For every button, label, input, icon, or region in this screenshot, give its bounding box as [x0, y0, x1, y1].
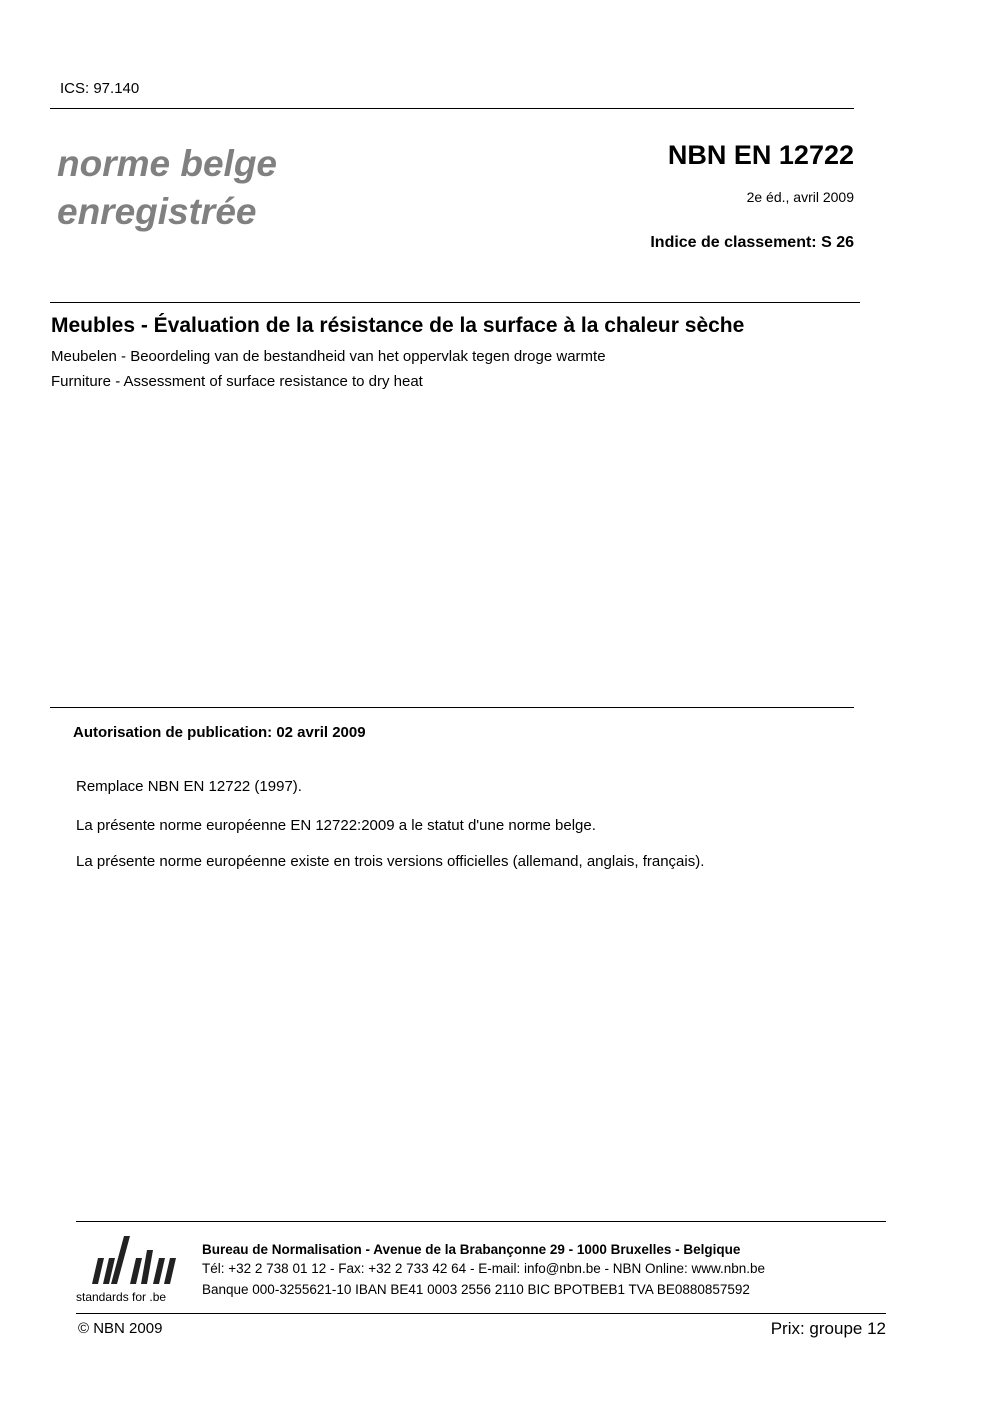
copyright: © NBN 2009 [78, 1320, 163, 1337]
norme-line-1: norme belge [57, 143, 277, 184]
replaces-paragraph: Remplace NBN EN 12722 (1997). [76, 778, 302, 795]
footer-rule-bottom [76, 1313, 886, 1314]
norme-line-2: enregistrée [57, 191, 257, 232]
versions-paragraph: La présente norme européenne existe en trois versions officielles (allemand, anglais, français). [76, 853, 705, 870]
edition-date: 2e éd., avril 2009 [746, 189, 854, 205]
logo-tagline: standards for .be [76, 1290, 167, 1304]
nbn-logo [76, 1228, 188, 1308]
footer-bank-details: Banque 000-3255621-10 IBAN BE41 0003 2556 2110 BIC BPOTBEB1 TVA BE0880857592 [202, 1282, 750, 1297]
status-paragraph: La présente norme européenne EN 12722:2009 a le statut d'une norme belge. [76, 817, 596, 834]
footer-address: Bureau de Normalisation - Avenue de la Brabançonne 29 - 1000 Bruxelles - Belgique [202, 1242, 741, 1257]
title-dutch: Meubelen - Beoordeling van de bestandheid van het oppervlak tegen droge warmte [51, 348, 606, 365]
body-rule [50, 707, 854, 708]
title-french: Meubles - Évaluation de la résistance de la surface à la chaleur sèche [51, 314, 745, 337]
title-english: Furniture - Assessment of surface resistance to dry heat [51, 373, 423, 390]
classification-index: Indice de classement: S 26 [650, 234, 854, 251]
header-rule [50, 108, 854, 109]
ics-code: ICS: 97.140 [60, 80, 140, 97]
publication-authorisation: Autorisation de publication: 02 avril 2009 [73, 724, 366, 741]
norme-belge-label [57, 140, 277, 236]
standard-code: NBN EN 12722 [667, 140, 854, 170]
footer-rule-top [76, 1221, 886, 1222]
footer-contact: Tél: +32 2 738 01 12 - Fax: +32 2 733 42 64 - E-mail: info@nbn.be - NBN Online: www.nbn.be [202, 1261, 766, 1276]
price-group: Prix: groupe 12 [770, 1319, 886, 1338]
nbn-logo-mark [76, 1228, 188, 1288]
title-rule [50, 302, 860, 303]
